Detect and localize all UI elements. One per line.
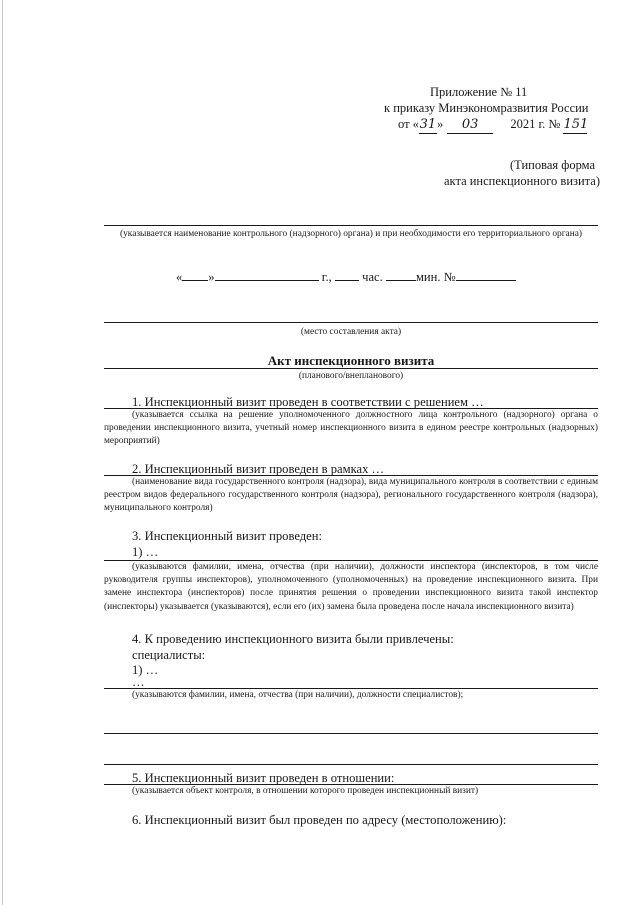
form-type-line2: акта инспекционного визита) — [444, 174, 600, 188]
order-number: 151 — [563, 117, 589, 132]
section-1-heading: 1. Инспекционный визит проведен в соответствии с решением … — [132, 395, 484, 409]
section-4-ellipsis: … — [132, 675, 145, 689]
date-month: 03 — [447, 117, 493, 134]
hours-label: час. — [362, 270, 383, 284]
quote-close: » — [208, 270, 215, 284]
datetime-line — [176, 269, 516, 285]
quote-open: « — [176, 270, 183, 284]
section-4-heading: 4. К проведению инспекционного визита были привлечены: — [132, 632, 454, 646]
month-blank — [215, 280, 319, 281]
act-title: Акт инспекционного визита — [267, 353, 435, 368]
section-5-caption: (указывается объект контроля, в отношении которого проведен инспекционный визит) — [132, 786, 479, 796]
section-4-sub: специалисты: — [132, 648, 206, 662]
section-4-extra-line-2 — [104, 764, 598, 765]
scan-edge — [2, 0, 3, 905]
section-3-heading: 3. Инспекционный визит проведен: — [132, 529, 322, 543]
section-2-heading: 2. Инспекционный визит проведен в рамках … — [132, 462, 385, 476]
section-4-extra-line — [104, 733, 598, 734]
date-day: 31 — [419, 117, 437, 132]
section-4-caption: (указываются фамилии, имена, отчества (при наличии), должности специалистов); — [132, 690, 464, 700]
act-subtitle: (планового/внепланового) — [298, 371, 404, 381]
authority-line — [104, 225, 598, 226]
act-number-blank — [456, 280, 516, 281]
day-blank — [182, 280, 208, 281]
section-3-caption: (указываются фамилии, имена, отчества (при наличии), должности инспектора (инспекторов, в том числе руководителя группы инспекторов), уполномоченного (уполномоченных) на проведение инспекционного визита. При замене инспектора (инспекторов) после принятия решения о проведении инспекционного визита такой инспектор (инспекторы) указывается (указываются), если его (их) замена была проведена после начала инспекционного визита) — [104, 562, 598, 612]
section-2-caption: (наименование вида государственного контроля (надзора), вида муниципального контроля в соответствии с единым реестром видов федерального государственного контроля (надзора), регионального государственного контроля (надзора), муниципального контроля) — [104, 477, 598, 514]
place-caption: (место составления акта) — [300, 327, 402, 337]
place-line — [104, 322, 598, 323]
section-1-caption: (указывается ссылка на решение уполномоченного должностного лица контрольного (надзорного) органа о проведении инспекционного визита, учетный номер инспекционного визита в едином реестре контрольных (надзорных) мероприятий) — [104, 410, 598, 447]
date-prefix: от « — [398, 117, 419, 131]
section-3-item: 1) … — [132, 545, 159, 559]
section-5-heading: 5. Инспекционный визит проведен в отношении: — [132, 771, 395, 785]
section-6-heading: 6. Инспекционный визит был проведен по адресу (местоположению): — [132, 813, 507, 827]
section-4-item: 1) … — [132, 663, 159, 677]
date-year: 2021 г. № — [510, 117, 561, 131]
authority-caption: (указывается наименование контрольного (надзорного) органа) и при необходимости его территориального органа) — [119, 229, 583, 239]
minutes-label: мин. № — [415, 270, 456, 284]
hour-blank — [335, 280, 359, 281]
order-date-line — [398, 116, 587, 134]
appendix-number: Приложение № 11 — [430, 85, 528, 99]
date-mid: » — [436, 117, 444, 131]
order-reference: к приказу Минэкономразвития России — [384, 101, 589, 115]
year-label: г., — [321, 270, 332, 284]
minute-blank — [386, 280, 416, 281]
act-title-line — [104, 368, 598, 369]
form-type-line1: (Типовая форма — [510, 158, 596, 172]
